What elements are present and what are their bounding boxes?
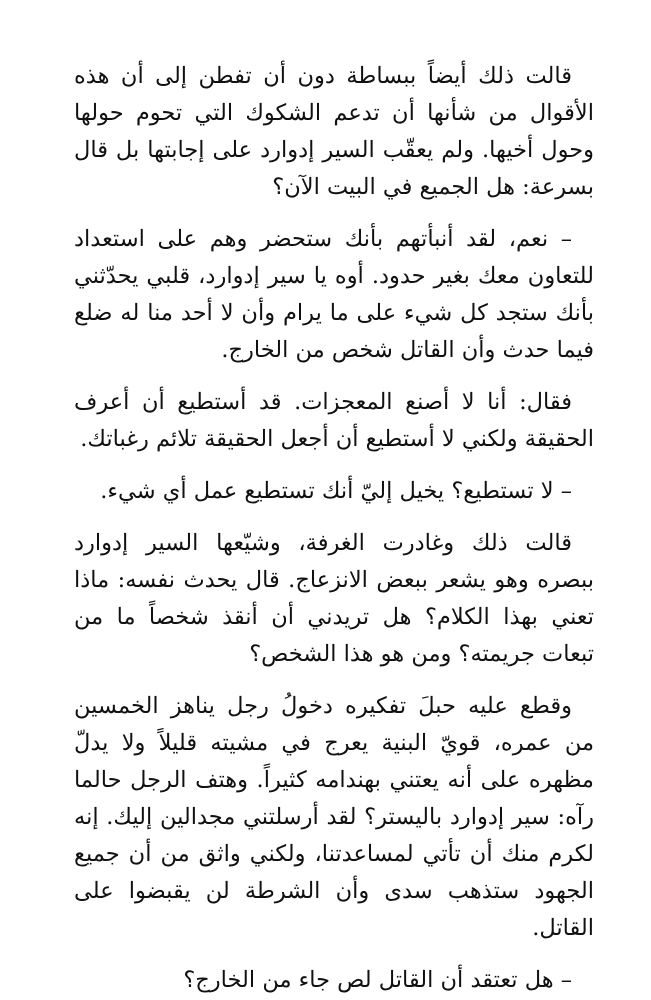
book-page — [74, 58, 594, 999]
paragraph-5: قالت ذلك وغادرت الغرفة، وشيّعها السير إدوارد ببصره وهو يشعر ببعض الانزعاج. قال يحدث نفسه: ماذا تعني بهذا الكلام؟ هل تريدني أن أنقذ شخصاً ما من تبعات جريمته؟ ومن هو هذا الشخص؟ — [74, 530, 594, 667]
paragraph-3: فقال: أنا لا أصنع المعجزات. قد أستطيع أن أعرف الحقيقة ولكني لا أستطيع أن أجعل الحقيقة تلائم رغباتك. — [74, 389, 594, 452]
paragraph-6: وقطع عليه حبلَ تفكيره دخولُ رجل يناهز الخمسين من عمره، قويّ البنية يعرج في مشيته قليلاً ولا يدلّ مظهره على أنه يعتني بهندامه كثيراً. وهتف الرجل حالما رآه: سير إدوارد باليستر؟ لقد أرسلتني مجدالين إليك. إنه لكرم منك أن تأتي لمساعدتنا، ولكني واثق من أن جميع الجهود ستذهب سدى وأن الشرطة لن يقبضوا على القاتل. — [74, 693, 594, 941]
paragraph-2: – نعم، لقد أنبأتهم بأنك ستحضر وهم على استعداد للتعاون معك بغير حدود. أوه يا سير إدوارد، قلبي يحدّثني بأنك ستجد كل شيء على ما يرام وأن لا أحد منا له ضلع فيما حدث وأن القاتل شخص من الخارج. — [74, 226, 594, 363]
paragraph-1: قالت ذلك أيضاً ببساطة دون أن تفطن إلى أن هذه الأقوال من شأنها أن تدعم الشكوك التي تحوم حولها وحول أخيها. ولم يعقّب السير إدوارد على إجابتها بل قال بسرعة: هل الجميع في البيت الآن؟ — [74, 63, 594, 200]
paragraph-4: – لا تستطيع؟ يخيل إليّ أنك تستطيع عمل أي شيء. — [100, 478, 572, 504]
paragraph-7: – هل تعتقد أن القاتل لص جاء من الخارج؟ — [183, 967, 572, 993]
